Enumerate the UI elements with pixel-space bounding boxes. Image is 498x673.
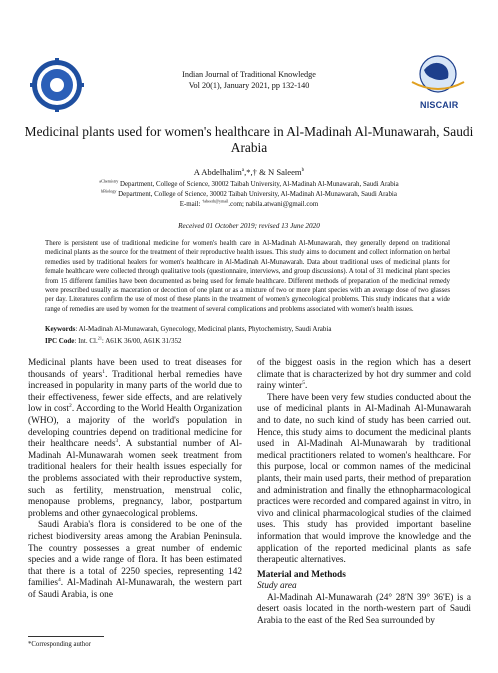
footnote-rule: [28, 636, 104, 637]
footnote: *Corresponding author: [28, 641, 91, 648]
body-paragraph: Medicinal plants have been used to treat diseases for thousands of years$^1$. Traditional herbal remedies have increased in popularity in many parts of the world due to their effectiveness, fewer side effects, and are relatively low in cost$^2$. According to the World Health Organization (WHO), a majority of the world's population in developing countries depend on traditional medicine for their healthcare needs$^3$. A substantial number of Al-Madinah Al-Munawarah women seek treatment from traditional healers for their health issues especially for the problems associated with their reproductive system, such as fertility, menstruation, menstrual colic, menopause problems, pregnancy, labor, postpartum problems and other gynaecological problems.: [28, 358, 242, 519]
keywords: [45, 325, 450, 333]
right-column: [257, 358, 471, 628]
ipc-label: IPC Code: [45, 337, 75, 345]
abstract: There is persistent use of traditional medicine for women's health care in Al-Madinah Al-Munawarah, they generally depend on traditional medicinal plants as the source for the treatment of their reproductive health issues. This study aims to document and collect information on herbal remedies used by traditional healers for women's healthcare in Al-Madinah Al-Munawarah. Data about traditional uses of medicinal plants for female healthcare were collected through qualitative tools (questionnaire, interviews, and group discussions). A total of 31 medicinal plant species from 15 different families have been documented as being used for female healthcare. Different methods of preparation of the medicinal remedy were prescribed usually as maceration or decoction of one plant or as a mixture of two or more plant species with an average dose of two glasses per day. Literatures confirm the use of most of these plants in the treatment of women's gynecological problems. This study indicates that a wide range of remedies are used by women for the treatment of several complications and problems associated with women's health issues.: [45, 240, 450, 313]
journal-name: Indian Journal of Traditional Knowledge: [182, 70, 316, 79]
niscair-logo: [406, 52, 470, 114]
csir-logo: [30, 58, 84, 112]
keywords-label: Keywords: [45, 325, 76, 333]
affiliation-b: $^{bBiology}$ Department, College of Science, 30002 Taibah University, Al-Madinah Al-Munawarah, Saudi Arabia: [101, 188, 397, 198]
journal-header: [120, 70, 378, 91]
niscair-wordmark: NISCAIR: [420, 100, 459, 110]
affiliations: [20, 180, 478, 209]
body-paragraph: Al-Madinah Al-Munawarah (24° 28'N 39° 36'E) is a desert oasis located in the north-western part of Saudi Arabia to the east of the Red Sea surrounded by: [257, 592, 471, 627]
ipc-text: : Int. Cl.$^{21}$: A61K 36/00, A61K 31/352: [74, 335, 182, 345]
left-column: [28, 358, 242, 601]
ipc-code: [45, 337, 450, 345]
received-dates: Received 01 October 2019; revised 13 June 2020: [178, 222, 320, 230]
body-paragraph: of the biggest oasis in the region which has a desert climate that is characterized by hot dry summer and cold rainy winter$^5$.: [257, 358, 471, 392]
subsection-heading: Study area: [257, 581, 297, 592]
affiliation-a: $^{aChemistry}$ Department, College of Science, 30002 Taibah University, Al-Madinah Al-Munawarah, Saudi Arabia: [99, 178, 399, 188]
email: E-mail: $^{\dagger abeerh@ymail}$.com; nabila.atwani@gmail.com: [179, 198, 319, 208]
authors: A Abdelhalim$^a$,*,† & N Saleem$^b$: [193, 167, 305, 177]
article-title: Medicinal plants used for women's healthcare in Al-Madinah Al-Munawarah, Saudi Arabia: [24, 124, 474, 155]
body-paragraph: There have been very few studies conducted about the use of medicinal plants in Al-Madinah Al-Munawarah and to date, no such kind of study has been carried out. Hence, this study aims to document the medicinal plants used in Al-Madinah Al-Munawarah by traditional medical practitioners related to women's healthcare. For this purpose, local or common names of the medicinal plants, their main used parts, their method of preparation and administration and finally the ethnopharmacological practices were recorded and compared against in vitro, in vivo and clinical pharmacological studies of the claimed uses. This study has provided important baseline information that would improve the knowledge and the application of the reported medicinal plants as safe therapeutic alternatives.: [257, 392, 471, 566]
keywords-text: : Al-Madinah Al-Munawarah, Gynecology, Medicinal plants, Phytochemistry, Saudi Arabia: [75, 325, 332, 333]
section-heading: Material and Methods: [257, 569, 346, 580]
body-paragraph: Saudi Arabia's flora is considered to be one of the richest biodiversity areas among the Arabian Peninsula. The country possesses a great number of endemic species and a wide range of flora. It has been estimated that there is a total of 2250 species, representing 142 families$^4$. Al-Madinah Al-Munawarah, the western part of Saudi Arabia, is one: [28, 520, 242, 600]
journal-issue: Vol 20(1), January 2021, pp 132-140: [188, 80, 310, 90]
